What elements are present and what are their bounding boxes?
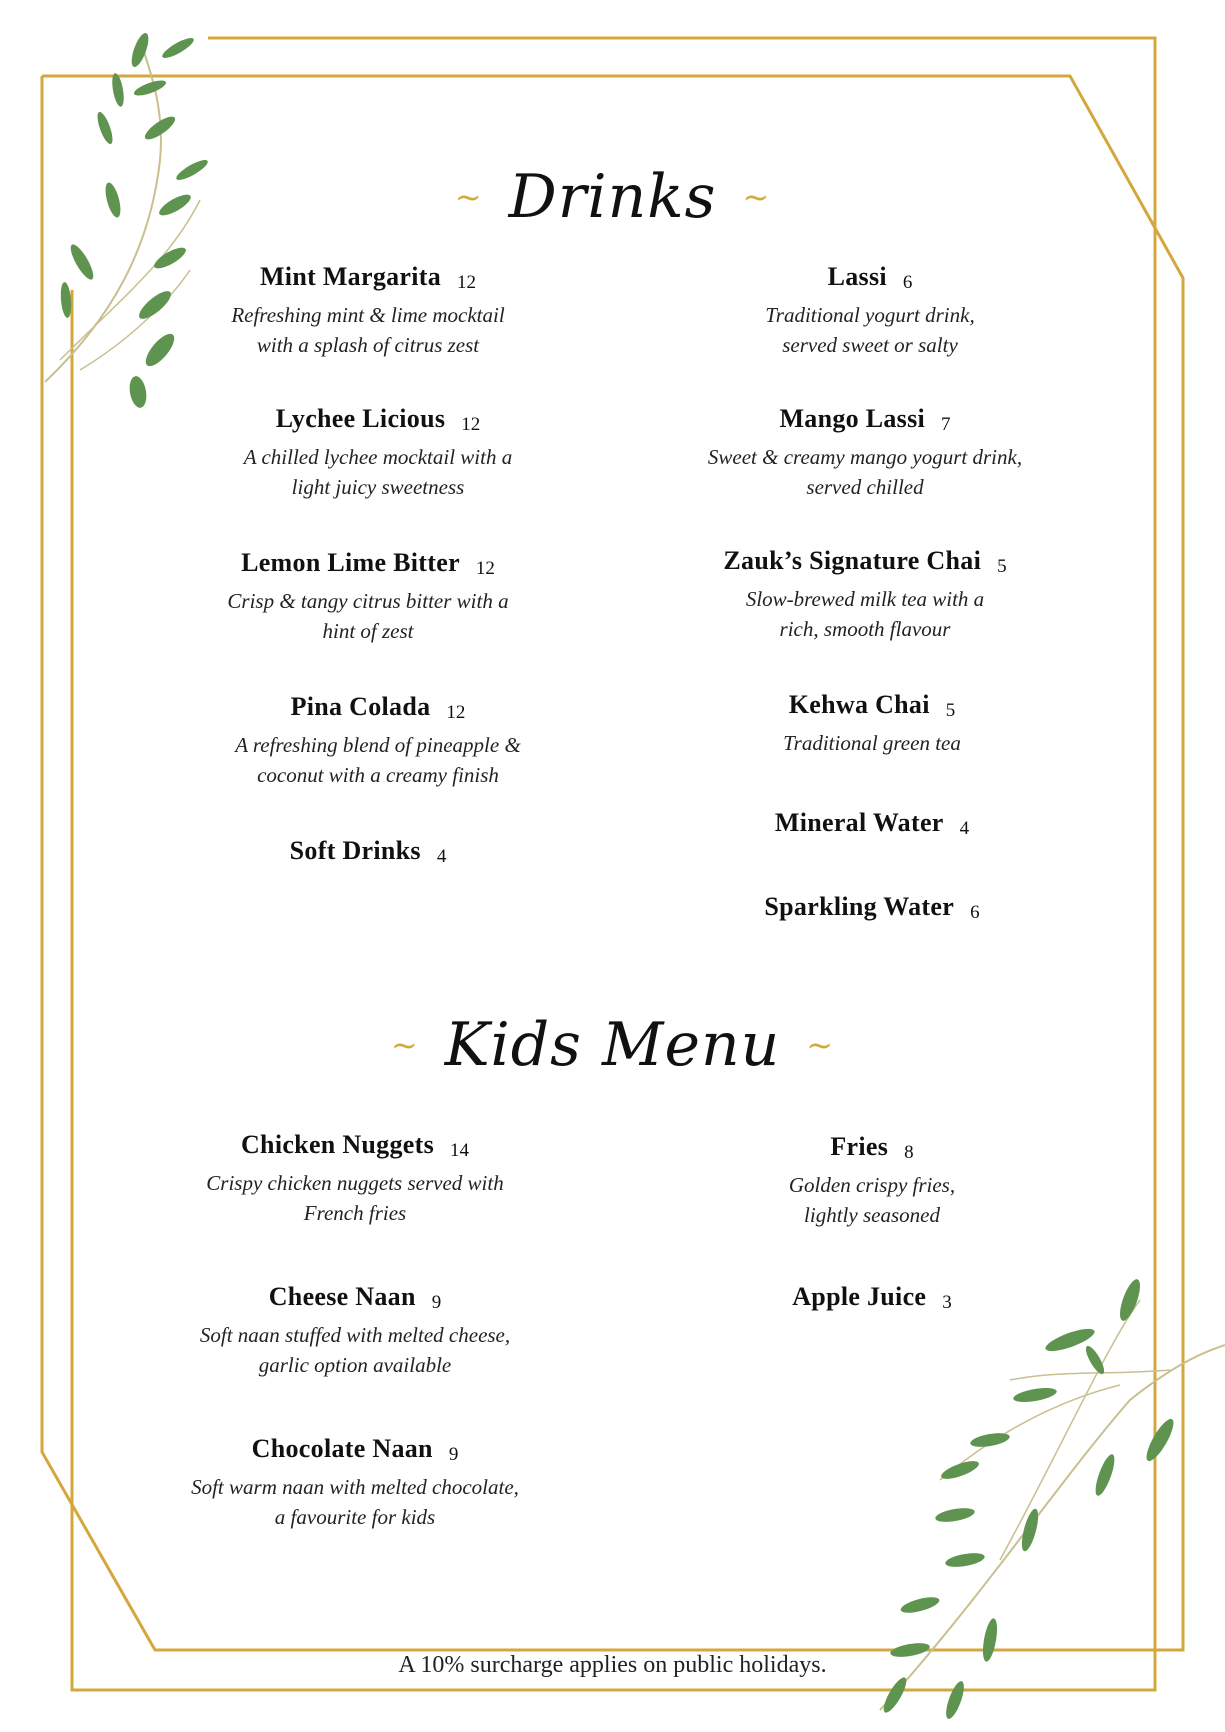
menu-item bbox=[135, 1434, 575, 1532]
item-description: Soft warm naan with melted chocolate, a favourite for kids bbox=[191, 1475, 519, 1529]
item-price: 9 bbox=[448, 1444, 459, 1465]
item-price: 3 bbox=[942, 1292, 952, 1313]
item-price: 7 bbox=[941, 414, 951, 435]
item-price: 12 bbox=[461, 414, 481, 435]
item-name: Fries bbox=[830, 1132, 889, 1161]
item-name: Lemon Lime Bitter bbox=[241, 548, 460, 577]
menu-item bbox=[652, 1282, 1092, 1312]
item-price: 4 bbox=[436, 846, 447, 867]
menu-item bbox=[135, 1130, 575, 1228]
surcharge-note: A 10% surcharge applies on public holidays. bbox=[398, 1652, 827, 1678]
item-price: 12 bbox=[475, 558, 495, 579]
swirl-ornament-icon: ~ bbox=[806, 1026, 835, 1065]
drinks-title: Drinks bbox=[508, 162, 717, 232]
menu-item bbox=[652, 1132, 1092, 1230]
swirl-ornament-icon: ~ bbox=[390, 1026, 419, 1065]
item-price: 6 bbox=[970, 902, 980, 923]
menu-item bbox=[135, 1282, 575, 1380]
item-price: 5 bbox=[997, 556, 1007, 577]
item-name: Cheese Naan bbox=[268, 1282, 416, 1311]
item-description: Slow-brewed milk tea with a rich, smooth flavour bbox=[745, 587, 985, 641]
item-price: 12 bbox=[446, 702, 466, 723]
item-description: Crisp & tangy citrus bitter with a hint of zest bbox=[227, 589, 509, 643]
item-description: A chilled lychee mocktail with a light juicy sweetness bbox=[243, 445, 513, 499]
swirl-ornament-icon: ~ bbox=[742, 178, 771, 217]
item-name: Zauk’s Signature Chai bbox=[723, 546, 982, 575]
item-description: Golden crispy fries, lightly seasoned bbox=[788, 1173, 956, 1227]
item-price: 5 bbox=[945, 700, 956, 721]
item-price: 9 bbox=[431, 1292, 442, 1313]
item-description: Crispy chicken nuggets served with French fries bbox=[206, 1171, 504, 1225]
item-description: Sweet & creamy mango yogurt drink, served chilled bbox=[707, 445, 1023, 499]
menu-item bbox=[158, 692, 598, 790]
menu-item bbox=[652, 892, 1092, 922]
kids-menu-title: Kids Menu bbox=[444, 1010, 781, 1080]
item-price: 8 bbox=[904, 1142, 914, 1163]
item-name: Mineral Water bbox=[774, 808, 944, 837]
menu-item bbox=[645, 546, 1085, 644]
item-description: Traditional yogurt drink, served sweet or salty bbox=[765, 303, 975, 357]
item-name: Mango Lassi bbox=[779, 404, 926, 433]
menu-item bbox=[650, 262, 1090, 360]
item-name: Kehwa Chai bbox=[788, 690, 930, 719]
item-price: 6 bbox=[902, 272, 913, 293]
swirl-ornament-icon: ~ bbox=[454, 178, 483, 217]
menu-item bbox=[652, 690, 1092, 758]
item-price: 14 bbox=[450, 1140, 469, 1161]
menu-item bbox=[148, 262, 588, 360]
item-name: Apple Juice bbox=[792, 1282, 927, 1311]
item-name: Chicken Nuggets bbox=[240, 1130, 434, 1159]
item-name: Sparkling Water bbox=[764, 892, 955, 921]
menu-item bbox=[645, 404, 1085, 502]
drinks-heading bbox=[0, 162, 1225, 232]
item-price: 12 bbox=[457, 272, 477, 293]
item-description: A refreshing blend of pineapple & coconut with a creamy finish bbox=[235, 733, 521, 787]
menu-item bbox=[148, 836, 588, 866]
item-description: Traditional green tea bbox=[783, 731, 961, 755]
item-description: Refreshing mint & lime mocktail with a splash of citrus zest bbox=[231, 303, 505, 357]
item-name: Soft Drinks bbox=[289, 836, 421, 865]
kids-menu-heading bbox=[0, 1010, 1225, 1080]
item-description: Soft naan stuffed with melted cheese, garlic option available bbox=[199, 1323, 511, 1377]
menu-item bbox=[148, 548, 588, 646]
item-name: Mint Margarita bbox=[259, 262, 442, 291]
item-name: Lychee Licious bbox=[275, 404, 446, 433]
menu-item bbox=[158, 404, 598, 502]
menu-item bbox=[652, 808, 1092, 838]
item-name: Chocolate Naan bbox=[251, 1434, 433, 1463]
item-name: Pina Colada bbox=[290, 692, 431, 721]
item-name: Lassi bbox=[827, 262, 887, 291]
item-price: 4 bbox=[959, 818, 970, 839]
